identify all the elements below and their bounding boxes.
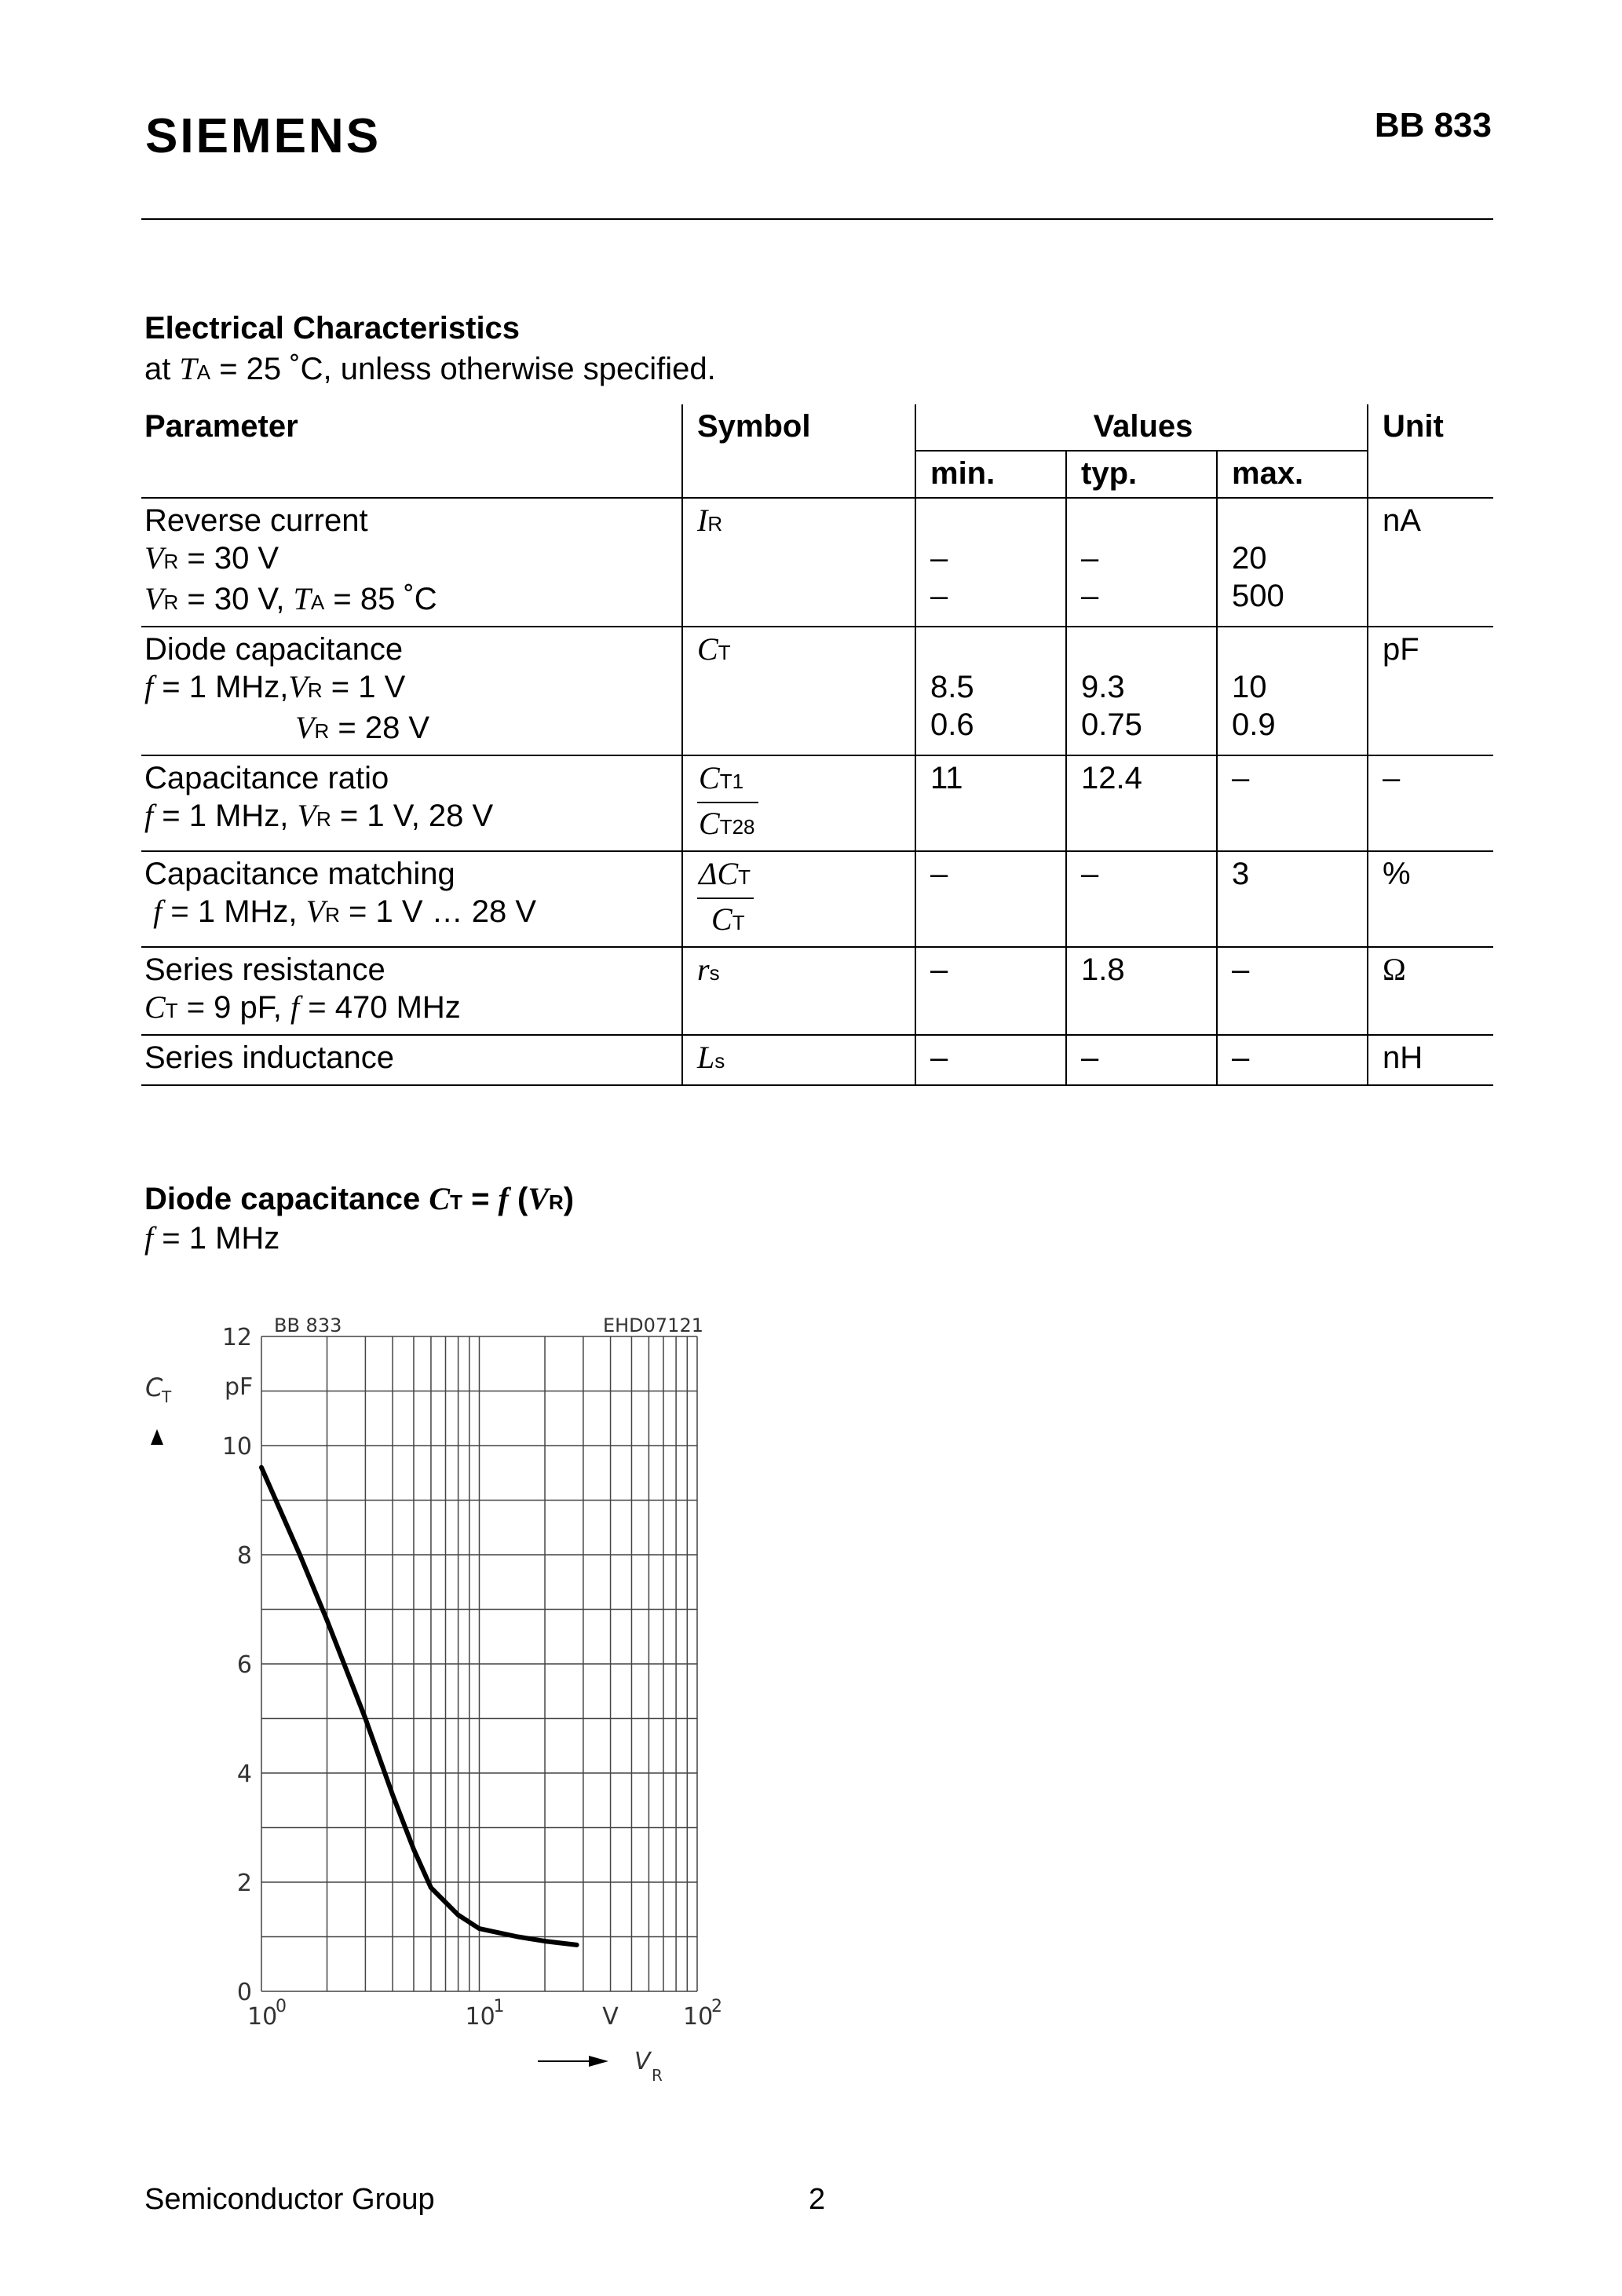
row-reverse-current-max [1217,498,1368,627]
subtitle-symbol: T [179,351,197,386]
x-tick-label: 10 [465,2003,495,2031]
row-capacitance-ratio-symbol [682,755,915,851]
header-rule [141,218,1493,220]
row-reverse-current-typ [1066,498,1217,627]
title-prefix: Diode capacitance [144,1182,429,1216]
chart-section-title [144,1180,574,1217]
x-unit-label: V [602,2003,619,2031]
sym-f: f [153,894,163,929]
symbol-sub: T1 [719,770,744,793]
x-tick-exponent: 2 [711,1997,722,2016]
x-axis-arrow-head [589,2056,608,2067]
y-tick-label: 8 [236,1542,252,1570]
value: – [1081,541,1099,576]
sym-t-sub: A [310,590,325,614]
y-tick-label: 4 [236,1760,252,1788]
row-series-inductance-max: – [1217,1035,1368,1085]
symbol-sub: s [709,961,720,985]
row-series-inductance-unit: nH [1368,1035,1493,1085]
symbol-sub: R [707,512,723,536]
condition: = 1 MHz, [170,894,306,929]
row-series-resistance-min: – [915,947,1066,1035]
row-capacitance-matching-typ: – [1066,851,1217,947]
sym-v: V [305,894,326,929]
sym-v-sub: R [314,719,330,743]
row-reverse-current-param [141,498,682,627]
condition: = 30 V [187,541,279,576]
sym-v: V [295,710,315,745]
title-open: ( [508,1182,528,1216]
symbol: ΔC [699,856,739,891]
sym-t: T [293,581,311,616]
title-v-sub: R [549,1190,564,1214]
row-reverse-current-unit: nA [1368,498,1493,627]
symbol: C [711,901,732,937]
value: – [930,541,948,576]
subtitle-sub: A [196,360,211,384]
row-series-resistance-param [141,947,682,1035]
row-series-inductance-min: – [915,1035,1066,1085]
y-tick-label: 2 [236,1870,252,1897]
value: 8.5 [930,670,974,704]
y-tick-label: 6 [236,1651,252,1679]
symbol: r [697,952,710,987]
row-capacitance-ratio-min: 11 [915,755,1066,851]
row-capacitance-ratio-typ: 12.4 [1066,755,1217,851]
row-capacitance-matching-param [141,851,682,947]
condition: = 85 ˚C [333,582,437,616]
condition: = 1 V, 28 V [339,799,494,833]
subtitle-prefix: at [144,352,180,386]
freq-value: = 1 MHz [153,1221,280,1256]
y-tick-label: 10 [221,1433,252,1461]
row-capacitance-matching-unit: % [1368,851,1493,947]
value: 0.6 [930,707,974,742]
param-label: Series inductance [144,1040,394,1075]
x-tick-label: 10 [683,2003,714,2031]
param-label: Capacitance ratio [144,761,389,795]
x-tick-exponent: 1 [493,1997,505,2016]
value: 20 [1232,541,1267,576]
header-max: max. [1217,451,1368,498]
row-diode-capacitance-max [1217,627,1368,755]
symbol-fraction [697,759,758,846]
row-diode-capacitance-min [915,627,1066,755]
row-series-resistance-max: – [1217,947,1368,1035]
symbol-sub: T28 [719,815,755,839]
sym-v-sub: R [325,903,340,927]
symbol-sub: s [714,1049,725,1073]
subtitle-rest: = 25 ˚C, unless otherwise specified. [210,352,716,386]
header-values: Values [915,404,1368,451]
symbol-sub: T [732,911,745,934]
param-label: Capacitance matching [144,857,455,891]
row-diode-capacitance-typ [1066,627,1217,755]
header-typ: typ. [1066,451,1217,498]
symbol-sub: T [738,865,751,889]
symbol: C [697,631,718,667]
row-series-resistance-symbol [682,947,915,1035]
value: 500 [1232,579,1284,613]
header-unit: Unit [1368,404,1493,498]
row-capacitance-matching-max: 3 [1217,851,1368,947]
row-diode-capacitance-unit: pF [1368,627,1493,755]
characteristics-table [141,404,1493,1086]
symbol: C [699,760,720,795]
x-tick-exponent: 0 [276,1997,287,2016]
part-number: BB 833 [1374,106,1492,144]
y-unit-label: pF [225,1373,254,1401]
y-axis-label: C [145,1373,163,1402]
value: 0.75 [1081,707,1142,742]
sym-v-sub: R [307,678,323,702]
param-label: Diode capacitance [144,632,404,667]
y-tick-label: 12 [221,1324,252,1351]
row-series-inductance-symbol [682,1035,915,1085]
sym-f: f [144,798,154,833]
row-reverse-current-symbol [682,498,915,627]
symbol: I [697,503,708,538]
title-f: f [498,1181,509,1216]
row-capacitance-matching-min: – [915,851,1066,947]
y-axis-label-sub: T [162,1387,172,1406]
chart-title-right: EHD07121 [602,1314,703,1336]
brand-logo: SIEMENS [145,109,382,163]
condition: = 28 V [338,711,430,745]
row-capacitance-ratio-param [141,755,682,851]
x-tick-label: 10 [247,2003,278,2031]
condition: = 1 V [331,670,406,704]
header-symbol: Symbol [682,404,915,498]
row-diode-capacitance-param [141,627,682,755]
sym-v-sub: R [316,807,331,831]
symbol-sub: T [718,641,731,664]
sym-v-sub: R [163,550,179,573]
sym-v-sub: R [163,590,179,614]
sym-f: f [144,669,154,704]
symbol: C [699,806,720,841]
value: – [930,579,948,613]
condition: = 1 V … 28 V [348,894,537,929]
symbol: L [697,1040,715,1075]
sym-v: V [297,798,316,833]
param-label: Series resistance [144,952,385,987]
title-v: V [528,1181,549,1216]
row-capacitance-matching-symbol [682,851,915,947]
freq-symbol: f [144,1220,154,1256]
footer-label: Semiconductor Group [144,2183,435,2216]
row-series-resistance-typ: 1.8 [1066,947,1217,1035]
page-number: 2 [809,2183,826,2216]
sym-f: f [290,989,300,1025]
condition: = 1 MHz, [162,799,298,833]
row-reverse-current-min [915,498,1066,627]
title-symbol: C [429,1181,451,1216]
row-diode-capacitance-symbol [682,627,915,755]
row-series-inductance-typ: – [1066,1035,1217,1085]
capacitance-chart [133,1303,746,2104]
symbol-fraction [697,855,754,941]
row-series-inductance-param [141,1035,682,1085]
header-parameter: Parameter [144,409,298,444]
row-series-resistance-unit: Ω [1368,947,1493,1035]
sym-v: V [288,669,308,704]
sym-c-sub: T [165,999,178,1022]
row-capacitance-ratio-unit: – [1368,755,1493,851]
chart-title-left: BB 833 [274,1314,342,1336]
condition: = 470 MHz [299,990,461,1025]
condition: = 9 pF, [177,990,290,1025]
title-close: ) [563,1182,575,1216]
section-title: Electrical Characteristics [144,311,521,345]
value: 9.3 [1081,670,1125,704]
title-sub: T [450,1190,462,1214]
y-tick-label: 0 [236,1979,252,2006]
param-label: Reverse current [144,503,368,538]
value: 0.9 [1232,707,1276,742]
y-axis-arrow [151,1429,163,1445]
sym-c: C [144,989,166,1025]
x-axis-label-sub: R [652,2066,663,2085]
section-subtitle [144,350,716,387]
x-axis-label: V [634,2048,651,2075]
row-capacitance-ratio-max: – [1217,755,1368,851]
sym-v: V [144,581,164,616]
chart-section-freq [144,1219,279,1256]
title-eq: = [462,1182,499,1216]
series-line-ct [261,1468,577,1945]
value: 10 [1232,670,1267,704]
header-min: min. [915,451,1066,498]
condition: = 30 V, [187,582,294,616]
condition: = 1 MHz, [162,670,289,704]
sym-v: V [144,540,164,576]
value: – [1081,579,1099,613]
